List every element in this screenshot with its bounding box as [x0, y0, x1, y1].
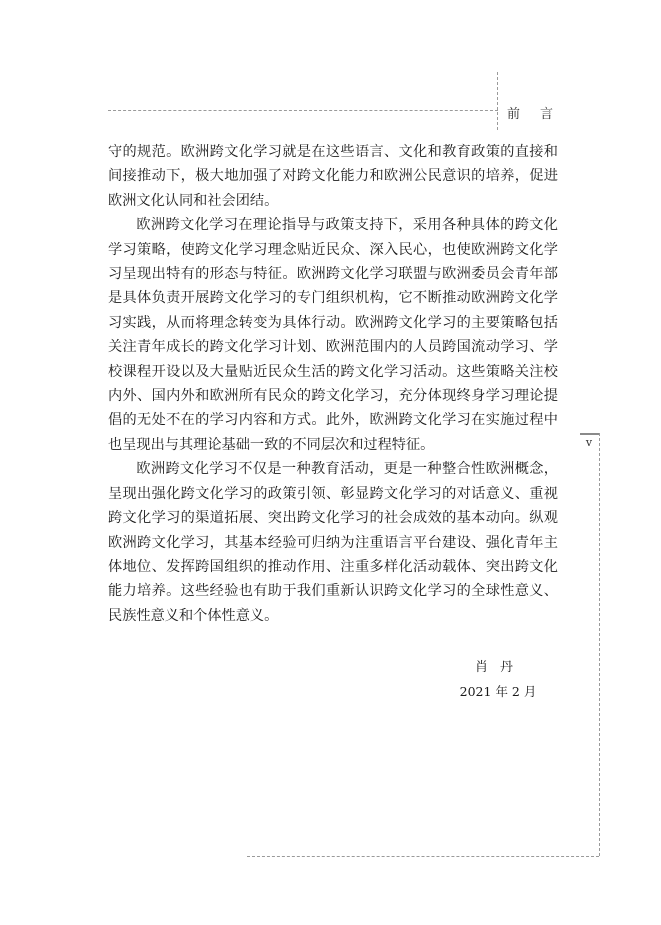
paragraph-3: 欧洲跨文化学习不仅是一种教育活动，更是一种整合性欧洲概念，呈现出强化跨文化学习的政策引领、彰显跨文化学习的对话意义、重视跨文化学习的渠道拓展、突出跨文化学习的社会成效的基本动向。纵观欧洲跨文化学习，其基本经验可归纳为注重语言平台建设、强化青年主体地位、发挥跨国组织的推动作用、注重多样化活动载体、突出跨文化能力培养。这些经验也有助于我们重新认识跨文化学习的全球性意义、民族性意义和个体性意义。	[108, 461, 558, 624]
right-dashed-border	[599, 433, 600, 856]
main-text	[108, 140, 558, 628]
paragraph-1: 守的规范。欧洲跨文化学习就是在这些语言、文化和教育政策的直接和间接推动下，极大地加强了对跨文化能力和欧洲公民意识的培养，促进欧洲文化认同和社会团结。	[108, 144, 558, 209]
running-header-title: 前言	[507, 107, 574, 122]
page-number-marker	[580, 433, 599, 435]
author-signature: 肖丹	[474, 660, 525, 675]
header-dashed-rule	[108, 110, 498, 111]
paragraph-2: 欧洲跨文化学习在理论指导与政策支持下，采用各种具体的跨文化学习策略，使跨文化学习理念贴近民众、深入民心，也使欧洲跨文化学习呈现出特有的形态与特征。欧洲跨文化学习联盟与欧洲委员会青年部是具体负责开展跨文化学习的专门组织机构，它不断推动欧洲跨文化学习实践，从而将理念转变为具体行动。欧洲跨文化学习的主要策略包括关注青年成长的跨文化学习计划、欧洲范围内的人员跨国流动学习、学校课程开设以及大量贴近民众生活的跨文化学习活动。这些策略关注校内外、国内外和欧洲所有民众的跨文化学习，充分体现终身学习理论提倡的无处不在的学习内容和方式。此外，欧洲跨文化学习在实施过程中也呈现出与其理论基础一致的不同层次和过程特征。	[108, 217, 558, 453]
bottom-dashed-border	[247, 856, 599, 857]
page-number: v	[585, 436, 593, 449]
signature-date: 2021 年 2 月	[459, 684, 537, 699]
header-dashed-divider	[497, 72, 498, 130]
